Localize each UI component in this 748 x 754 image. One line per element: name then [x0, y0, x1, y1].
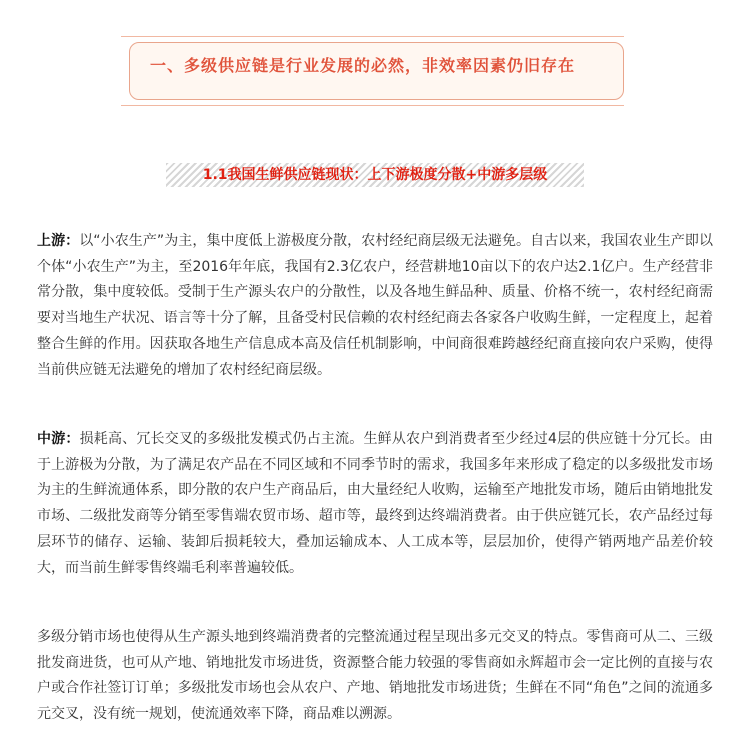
upstream-text: 以“小农生产”为主，集中度低上游极度分散，农村经纪商层级无法避免。自古以来，我国农业生产即以个体“小农生产”为主，至2016年年底，我国有2.3亿农户，经营耕地10亩以下的农户达2.1亿户。生产经营非常分散，集中度较低。受制于生产源头农户的分散性，以及各地生鲜品种、质量、价格不统一，农村经纪商需要对当地生产状况、语言等十分了解，且备受村民信赖的农村经纪商去各家各户收购生鲜，一定程度上，起着整合生鲜的作用。因获取各地生产信息成本高及信任机制影响，中间商很难跨越经纪商直接向农户采购，使得当前供应链无法避免的增加了农村经纪商层级。 — [37, 233, 713, 378]
distribution-paragraph — [37, 625, 713, 728]
upstream-paragraph — [37, 229, 713, 383]
section-title: 一、多级供应链是行业发展的必然，非效率因素仍旧存在 — [150, 56, 576, 75]
midstream-text: 损耗高、冗长交叉的多级批发模式仍占主流。生鲜从农户到消费者至少经过4层的供应链十分冗长。由于上游极为分散，为了满足农产品在不同区域和不同季节时的需求，我国多年来形成了稳定的以多级批发市场为主的生鲜流通体系，即分散的农户生产商品后，由大量经纪人收购，运输至产地批发市场，随后由销地批发市场、二级批发商等分销至零售端农贸市场、超市等，最终到达终端消费者。由于供应链冗长，农产品经过每层环节的储存、运输、装卸后损耗较大，叠加运输成本、人工成本等，层层加价，使得产销两地产品差价较大，而当前生鲜零售终端毛利率普遍较低。 — [37, 431, 714, 576]
section-heading-frame — [129, 42, 624, 100]
subsection-heading-banner — [166, 163, 584, 187]
midstream-lead: 中游： — [37, 431, 80, 447]
midstream-paragraph — [37, 427, 713, 581]
distribution-text: 多级分销市场也使得从生产源头地到终端消费者的完整流通过程呈现出多元交叉的特点。零售商可从二、三级批发商进货，也可从产地、销地批发市场进货，资源整合能力较强的零售商如永辉超市会一定比例的直接与农户或合作社签订订单；多级批发市场也会从农户、产地、销地批发市场进货；生鲜在不同“角色”之间的流通多元交叉，没有统一规划，使流通效率下降，商品难以溯源。 — [37, 629, 713, 723]
section-heading-box — [121, 36, 624, 106]
subsection-title: 1.1我国生鲜供应链现状：上下游极度分散+中游多层级 — [202, 167, 548, 183]
upstream-lead: 上游： — [37, 233, 80, 249]
